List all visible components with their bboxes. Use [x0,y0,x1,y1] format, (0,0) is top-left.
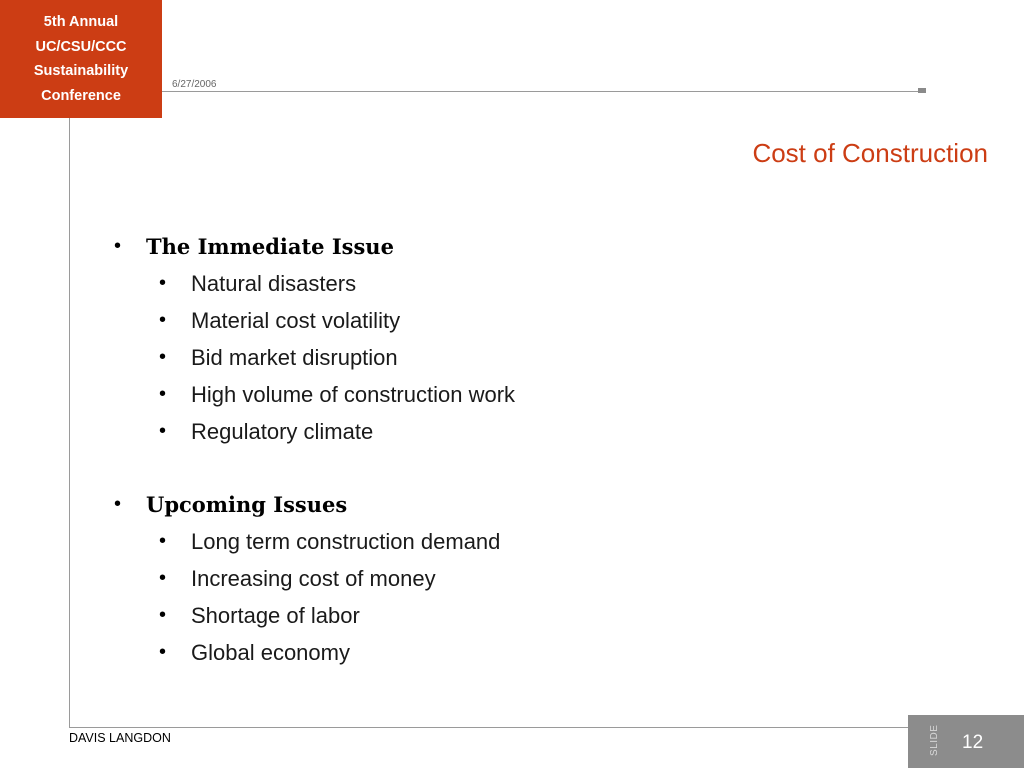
bullet-icon: • [159,604,167,626]
logo-line: 5th Annual [43,14,119,30]
bullet-icon: • [159,641,167,663]
bullet-icon: • [159,346,167,368]
bullet-item [100,339,860,376]
bullet-item [100,597,860,634]
logo-line: Conference [41,87,121,104]
bullet-item-text: Natural disasters [191,271,357,296]
bullet-item-text: Global economy [191,640,350,665]
header-rule [162,91,918,92]
bullet-icon: • [159,420,167,442]
bullet-icon: • [114,235,122,257]
bullet-icon: • [159,383,167,405]
bullet-heading [100,486,860,523]
slide-label: SLIDE [929,724,940,756]
bullet-item-text: Shortage of labor [191,603,360,628]
bullet-item-text: Increasing cost of money [191,566,436,591]
bullet-item-text: High volume of construction work [191,382,516,407]
bullet-icon: • [159,530,167,552]
header-rule-end-marker [918,88,926,93]
slide-number: 12 [962,732,984,753]
bullet-section-upcoming-issues [100,486,860,671]
bullet-item [100,302,860,339]
slide-date: 6/27/2006 [172,79,217,90]
bullet-item-text: Material cost volatility [191,308,401,333]
bullet-heading-text: The Immediate Issue [146,234,394,259]
footer-company-name: DAVIS LANGDON [69,731,171,745]
bullet-icon: • [159,567,167,589]
frame-bottom-border [69,727,908,728]
frame-left-border [69,118,70,728]
bullet-section-immediate-issue [100,228,860,450]
bullet-icon: • [114,493,122,515]
bullet-icon: • [159,272,167,294]
bullet-item-text: Bid market disruption [191,345,398,370]
bullet-item [100,413,860,450]
bullet-list [100,228,860,671]
bullet-item [100,523,860,560]
bullet-item [100,634,860,671]
bullet-heading-text: Upcoming Issues [146,492,348,517]
slide-title: Cost of Construction [752,138,988,168]
bullet-item-text: Long term construction demand [191,529,501,554]
bullet-heading [100,228,860,265]
logo-line: UC/CSU/CCC [35,38,127,55]
bullet-item-text: Regulatory climate [191,419,374,444]
bullet-item [100,376,860,413]
logo-line: Sustainability [33,63,129,79]
conference-logo [0,0,162,118]
bullet-item [100,265,860,302]
bullet-icon: • [159,309,167,331]
bullet-item [100,560,860,597]
